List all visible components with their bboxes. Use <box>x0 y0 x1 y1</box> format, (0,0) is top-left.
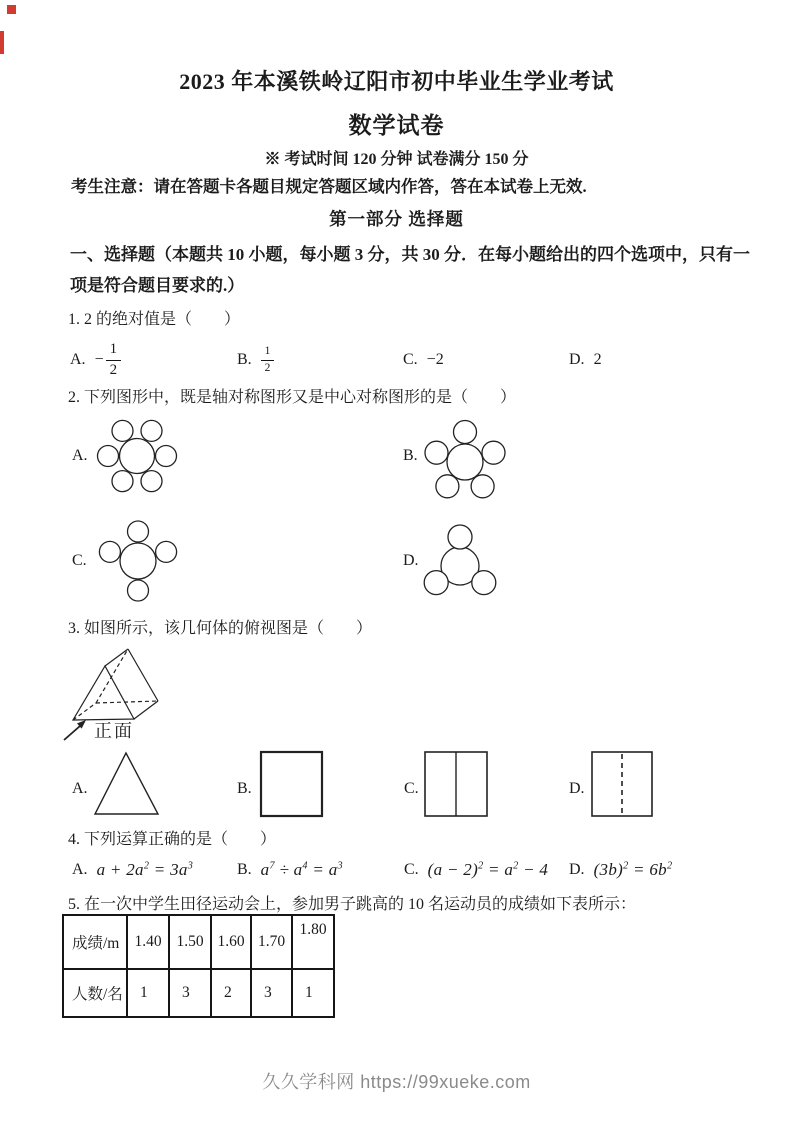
q3-option-c-label: C. <box>404 780 419 797</box>
table-cell: 1.80 <box>292 915 334 969</box>
q1-option-c-value: −2 <box>426 351 444 368</box>
q1-option-d <box>569 336 602 384</box>
question-2-text: 2. 下列图形中，既是轴对称图形又是中心对称图形的是（ ） <box>68 389 517 406</box>
q2-figure-d-label: D. <box>403 552 419 569</box>
candidate-notice: 考生注意：请在答题卡各题目规定答题区域内作答，答在本试卷上无效. <box>71 177 587 196</box>
q4-option-c-formula: $(a - 2)^2 = a^2 - 4$ <box>427 860 549 879</box>
section-intro-line1: 一、选择题（本题共 10 小题，每小题 3 分，共 30 分．在每小题给出的四个选项中，只有一 <box>70 245 750 264</box>
table-row-scores <box>63 915 334 969</box>
table-cell: 1.40 <box>127 915 169 969</box>
table-cell: 1.60 <box>211 915 251 969</box>
flower-six-circles-figure <box>94 413 180 499</box>
q4-option-c-label: C. <box>404 861 419 878</box>
table-cell: 1 <box>127 969 169 1017</box>
q1-option-c-label: C. <box>403 351 418 368</box>
fraction-numerator: 1 <box>261 345 275 360</box>
q4-option-a-formula: $a + 2a^2 = 3a^3$ <box>96 860 194 879</box>
q1-option-a-minus: − <box>94 351 104 368</box>
question-4-text: 4. 下列运算正确的是（ ） <box>68 831 277 848</box>
q4-option-b-formula: $a^7 \div a^4 = a^3$ <box>260 860 343 879</box>
section-intro-line2: 项是符合题目要求的.） <box>70 276 245 295</box>
q1-option-c <box>403 336 444 384</box>
flower-five-circles-figure <box>423 417 507 501</box>
triangular-prism-figure <box>60 641 166 725</box>
paper-subtitle: 数学试卷 <box>348 113 445 138</box>
rect-dashed-midline-figure <box>590 750 654 818</box>
triangle-figure <box>93 750 161 818</box>
q2-figure-b-label: B. <box>403 447 418 464</box>
square-figure <box>259 750 325 818</box>
q1-option-b <box>237 336 274 384</box>
table-cell: 3 <box>169 969 211 1017</box>
q3-option-b-label: B. <box>237 780 252 797</box>
footer-watermark: 久久学科网 https://99xueke.com <box>262 1072 531 1092</box>
table-header-score: 成绩/m <box>63 915 127 969</box>
q1-option-b-label: B. <box>237 351 252 368</box>
q4-option-d-formula: $(3b)^2 = 6b^2$ <box>593 860 673 879</box>
exam-time-score-info: ※ 考试时间 120 分钟 试卷满分 150 分 <box>264 151 529 168</box>
q3-option-d-label: D. <box>569 780 585 797</box>
corner-mark-bar <box>0 31 4 54</box>
q2-figure-a-label: A. <box>72 447 88 464</box>
corner-mark-square <box>7 5 16 14</box>
fraction-denominator: 2 <box>264 361 271 374</box>
q1-option-d-value: 2 <box>593 351 602 368</box>
q4-option-b-label: B. <box>237 861 252 878</box>
rect-solid-midline-figure <box>423 750 489 818</box>
q1-option-a-fraction <box>106 341 122 379</box>
q4-option-a <box>72 852 193 888</box>
table-cell: 3 <box>251 969 292 1017</box>
table-cell: 1.50 <box>169 915 211 969</box>
q4-option-d <box>569 852 672 888</box>
page-title: 2023 年本溪铁岭辽阳市初中毕业生学业考试 <box>179 69 614 94</box>
q1-option-a-label: A. <box>70 351 86 368</box>
table-row-counts <box>63 969 334 1017</box>
part-one-heading: 第一部分 选择题 <box>329 209 464 229</box>
score-table <box>62 914 335 1018</box>
question-5-text: 5. 在一次中学生田径运动会上，参加男子跳高的 10 名运动员的成绩如下表所示： <box>68 896 637 913</box>
section-intro <box>70 239 750 301</box>
table-cell: 1.70 <box>251 915 292 969</box>
q4-option-a-label: A. <box>72 861 88 878</box>
q4-option-c <box>404 852 548 888</box>
q4-option-d-label: D. <box>569 861 585 878</box>
fraction-denominator: 2 <box>109 361 118 378</box>
table-cell: 2 <box>211 969 251 1017</box>
q3-option-a-label: A. <box>72 780 88 797</box>
q2-figure-c-label: C. <box>72 552 87 569</box>
front-view-label: 正面 <box>94 721 134 741</box>
q4-option-b <box>237 852 343 888</box>
table-header-count: 人数/名 <box>63 969 127 1017</box>
q1-option-b-fraction <box>261 345 275 374</box>
question-1-text: 1. 2 的绝对值是（ ） <box>68 311 241 328</box>
table-cell: 1 <box>292 969 334 1017</box>
q1-option-d-label: D. <box>569 351 585 368</box>
question-3-text: 3. 如图所示，该几何体的俯视图是（ ） <box>68 620 373 637</box>
flower-four-circles-figure <box>98 519 178 603</box>
front-view-arrow-icon <box>58 714 94 744</box>
q1-option-a <box>70 336 121 384</box>
flower-three-circles-figure <box>420 524 500 602</box>
fraction-numerator: 1 <box>106 341 122 360</box>
